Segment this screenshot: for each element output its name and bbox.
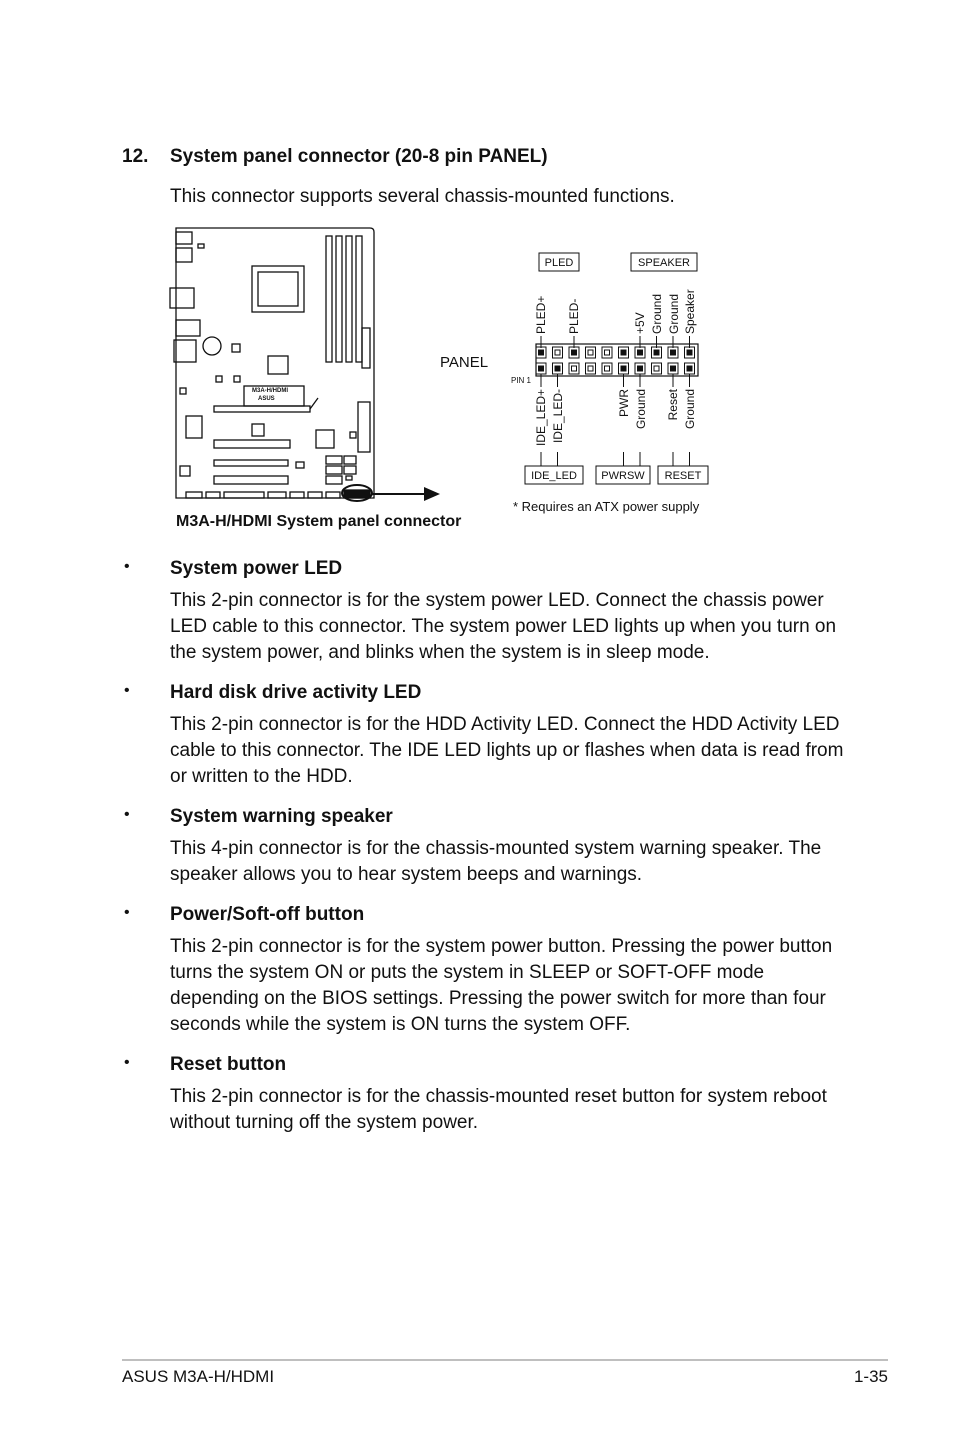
top-pin-label: PLED-: [567, 298, 581, 334]
list-item-hdd-led: [120, 680, 850, 790]
pin-cell: [602, 347, 612, 358]
pin-cell: [553, 347, 563, 358]
pin-cell: [652, 363, 662, 374]
pin: [621, 366, 626, 371]
pin1-label: PIN 1: [511, 376, 532, 385]
bottom-group-pwrsw: [596, 466, 650, 484]
item-body: This 2-pin connector is for the HDD Activity LED. Connect the HDD Activity LED cable to this connector. The IDE LED lights up or flashes when data is read from or written to the HDD.: [170, 714, 844, 787]
bullet: •: [124, 1054, 130, 1071]
pin: [605, 366, 610, 371]
bullet: •: [124, 558, 130, 575]
pin: [539, 366, 544, 371]
bottom-pin-label: IDE_LED+: [534, 389, 548, 447]
list-item-power-button: [120, 902, 850, 1038]
bottom-pin-labels: [534, 388, 697, 446]
top-pin-label: +5V: [633, 312, 647, 334]
bullet: •: [124, 682, 130, 699]
pin: [638, 366, 643, 371]
list-item-speaker: [120, 804, 850, 888]
list-item-system-power-led: [120, 556, 850, 666]
pin: [588, 350, 593, 355]
item-body: This 2-pin connector is for the system power LED. Connect the chassis power LED cable to this connector. The system power LED lights up when you turn on the system power, and blinks when the system is in sleep mode.: [170, 590, 837, 663]
page-number: 1-35: [853, 1367, 888, 1386]
item-body: This 4-pin connector is for the chassis-mounted system warning speaker. The speaker allows you to hear system beeps and warnings.: [170, 838, 822, 885]
bullet: •: [124, 806, 130, 823]
pin-grid: [536, 347, 695, 374]
pin-cell: [602, 363, 612, 374]
pin-cell: [569, 363, 579, 374]
pin: [687, 350, 692, 355]
pin: [539, 350, 544, 355]
pin: [572, 366, 577, 371]
bottom-pin-label: IDE_LED-: [551, 389, 565, 444]
bottom-pin-label: PWR: [617, 389, 631, 417]
pin-cell: [586, 347, 596, 358]
pin: [671, 350, 676, 355]
bullet: •: [124, 904, 130, 921]
item-body: This 2-pin connector is for the system power button. Pressing the power button turns the system ON or puts the system in SLEEP or SOFT-OFF mode depending on the BIOS settings. Pressing the power switch for more than four seconds while the system is ON turns the system OFF.: [170, 936, 833, 1035]
pin: [638, 350, 643, 355]
figure-caption: M3A-H/HDMI System panel connector: [176, 513, 462, 530]
section-title: System panel connector (20-8 pin PANEL): [170, 146, 548, 167]
top-pin-label: Ground: [667, 293, 681, 334]
atx-note: * Requires an ATX power supply: [513, 499, 700, 514]
bottom-group-ide-led: [525, 466, 583, 484]
top-group-pled: [539, 253, 579, 271]
list-item-reset-button: [120, 1052, 850, 1136]
top-pin-label: Speaker: [683, 289, 697, 334]
svg-text:SPEAKER: SPEAKER: [638, 257, 690, 269]
item-body: This 2-pin connector is for the chassis-mounted reset button for system reboot without turning off the system power.: [170, 1086, 827, 1133]
bottom-pin-label: Ground: [683, 389, 697, 430]
motherboard-diagram: [170, 228, 374, 501]
feature-list: [120, 556, 850, 1150]
bottom-group-reset: [658, 466, 708, 484]
pin: [687, 366, 692, 371]
footer-divider: [122, 1359, 888, 1361]
item-title: Power/Soft-off button: [170, 904, 365, 925]
board-model-label: M3A-H/HDMI: [252, 388, 288, 394]
footer-product: ASUS M3A-H/HDMI: [122, 1367, 275, 1386]
item-title: Hard disk drive activity LED: [170, 682, 422, 703]
svg-text:IDE_LED: IDE_LED: [531, 470, 577, 482]
svg-text:PLED: PLED: [544, 257, 574, 269]
top-pin-label: Ground: [650, 293, 664, 334]
top-pin-labels: [534, 289, 697, 334]
svg-text:PWRSW: PWRSW: [601, 470, 645, 482]
panel-label: PANEL: [440, 354, 489, 371]
pin: [654, 366, 659, 371]
pin-cell: [586, 363, 596, 374]
top-pin-label: PLED+: [534, 295, 548, 334]
item-title: System warning speaker: [170, 806, 393, 827]
section-intro: This connector supports several chassis-mounted functions.: [170, 186, 675, 207]
item-title: Reset button: [170, 1054, 287, 1075]
pin: [654, 350, 659, 355]
section-number: 12.: [122, 146, 149, 167]
pin: [588, 366, 593, 371]
pin: [671, 366, 676, 371]
svg-text:RESET: RESET: [664, 470, 702, 482]
bottom-pin-label: Reset: [666, 389, 680, 421]
pointer-arrow: [372, 487, 440, 501]
top-group-speaker: [631, 253, 697, 271]
pin: [555, 366, 560, 371]
pin: [555, 350, 560, 355]
pin: [621, 350, 626, 355]
board-brand-label: ASUS: [258, 396, 275, 402]
item-title: System power LED: [170, 558, 343, 579]
bottom-pin-label: Ground: [634, 389, 648, 430]
pin: [605, 350, 610, 355]
pin: [572, 350, 577, 355]
